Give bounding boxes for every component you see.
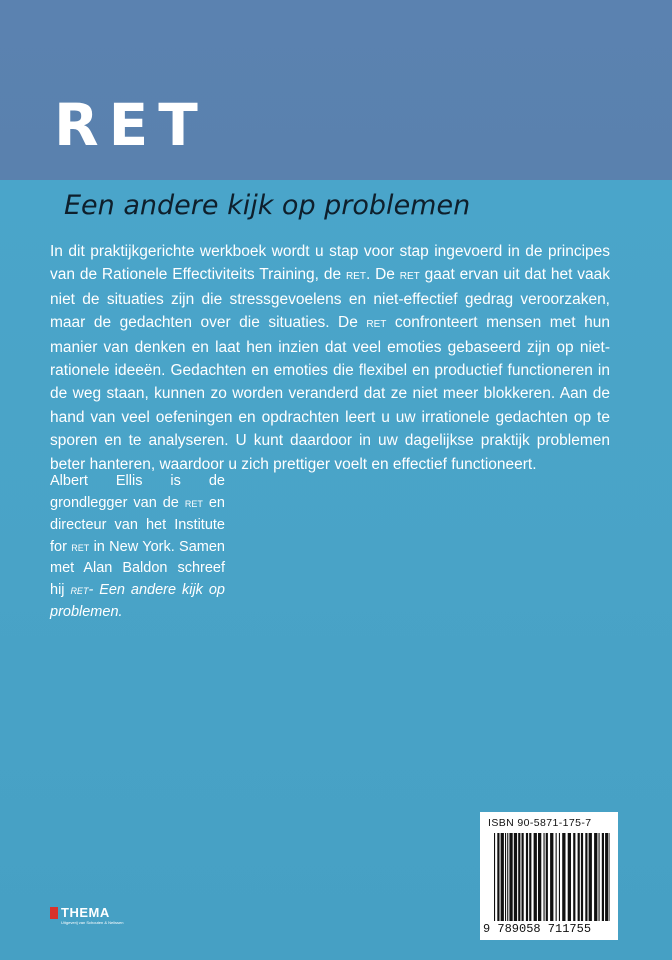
barcode-bar (507, 833, 508, 921)
publisher-tagline: Uitgeverij van Schouten & Nelissen (61, 920, 124, 925)
barcode-bar (529, 833, 531, 921)
barcode-bar (585, 833, 587, 921)
barcode-bar (522, 833, 524, 921)
barcode-bar (518, 833, 520, 921)
barcode-bar (578, 833, 580, 921)
book-description: In dit praktijkgerichte werkboek wordt u stap voor stap ingevoerd in de principes van de Rationele Effectiviteits Training, de ret. De ret gaat ervan uit dat het vaak niet de situaties zijn die stressgevoelens en niet-effectief gedrag veroorzaken, maar de gedachten over die situaties. De ret confronteert mensen met hun manier van denken en laat hen inzien dat veel emoties gebaseerd zijn op niet-rationele ideeën. Gedachten en emoties die flexibel en productief functioneren in de weg staan, kunnen zo worden veranderd dat ze niet meer blokkeren. Aan de hand van veel oefeningen en opdrachten leert u uw irrationele gedachten op te sporen en te analyseren. U kunt daardoor in uw dagelijkse praktijk problemen beter hanteren, waardoor u zich prettiger voelt en effectief functioneert. (50, 243, 611, 473)
publisher-name: THEMA (61, 905, 110, 920)
publisher-logo-mark (50, 907, 58, 919)
barcode-bar (544, 833, 545, 921)
barcode-bar (497, 833, 499, 921)
barcode-bar (589, 833, 592, 921)
barcode-bar (534, 833, 537, 921)
barcode-bar (505, 833, 506, 921)
barcode-bar (559, 833, 560, 921)
barcode-bar (610, 833, 611, 921)
ean-number: 9 789058 711755 (483, 922, 592, 936)
barcode-bar (573, 833, 575, 921)
barcode-bars (494, 833, 610, 921)
publisher-logo (50, 906, 123, 925)
book-subtitle: Een andere kijk op problemen (64, 190, 471, 221)
isbn-number: ISBN 90-5871-175-7 (488, 817, 592, 829)
barcode-bar (581, 833, 583, 921)
barcode-bar (562, 833, 565, 921)
barcode-bar (599, 833, 600, 921)
barcode-bar (526, 833, 528, 921)
barcode-bar (501, 833, 504, 921)
barcode-bar (594, 833, 597, 921)
barcode-bar (605, 833, 608, 921)
barcode-bar (556, 833, 557, 921)
barcode-bar (514, 833, 517, 921)
barcode-bar (568, 833, 571, 921)
barcode-bar (602, 833, 604, 921)
author-bio: Albert Ellis is de grondlegger van de ret en directeur van het Institute for ret in New York. Samen met Alan Baldon schreef hij ret- Een andere kijk op problemen. (50, 473, 225, 620)
barcode-bar (538, 833, 541, 921)
barcode-bar (509, 833, 512, 921)
barcode-bar (494, 833, 495, 921)
book-title: RET (54, 91, 208, 159)
barcode-bar (546, 833, 548, 921)
barcode-bar (550, 833, 553, 921)
